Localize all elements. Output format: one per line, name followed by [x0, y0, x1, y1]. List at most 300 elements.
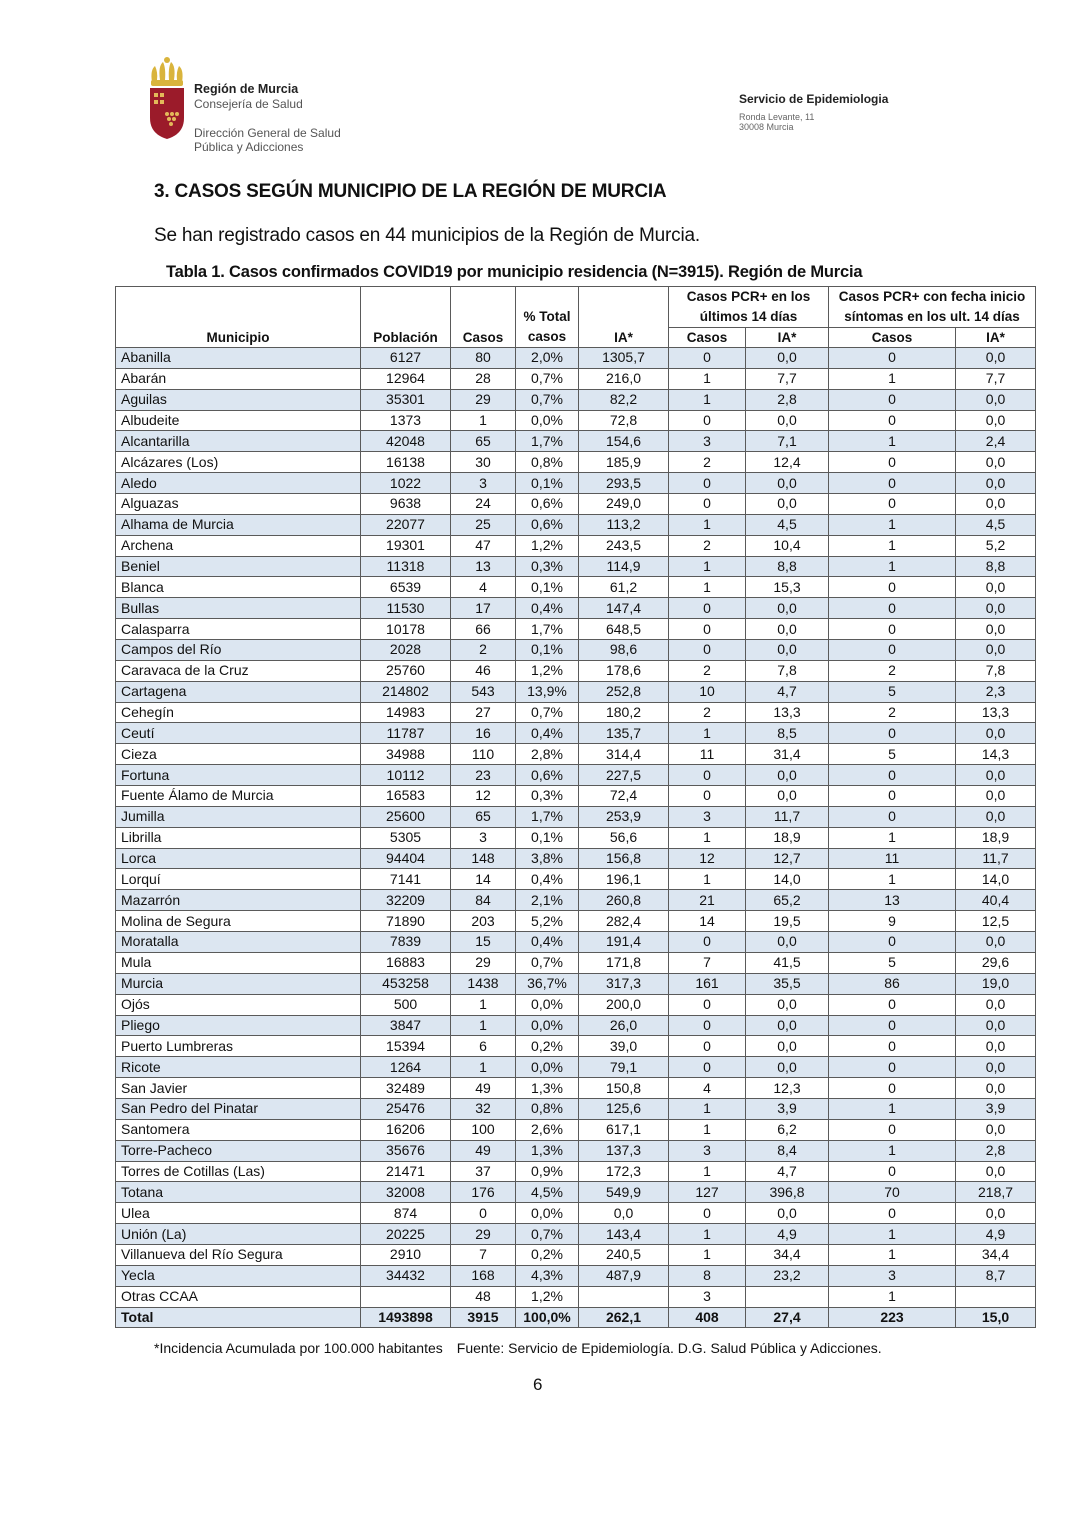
table-row	[116, 598, 1036, 619]
cell-poblacion: 6539	[361, 577, 451, 598]
cell-pcr14-casos: 0	[669, 786, 746, 807]
cell-sintomas14-casos: 0	[829, 1119, 956, 1140]
cell-sintomas14-ia: 0,0	[956, 452, 1036, 473]
cell-sintomas14-casos: 0	[829, 577, 956, 598]
table-row	[116, 723, 1036, 744]
cell-poblacion: 453258	[361, 973, 451, 994]
cell-pcr14-casos: 1	[669, 1119, 746, 1140]
cell-ia: 196,1	[579, 869, 669, 890]
cell-ia: 253,9	[579, 806, 669, 827]
table-row	[116, 848, 1036, 869]
table-row	[116, 1244, 1036, 1265]
cell-sintomas14-ia: 0,0	[956, 723, 1036, 744]
cell-pct-total: 0,3%	[516, 786, 579, 807]
cell-poblacion: 11787	[361, 723, 451, 744]
cell-pct-total: 0,7%	[516, 702, 579, 723]
cell-municipio: Cartagena	[116, 681, 361, 702]
cell-pct-total: 0,8%	[516, 452, 579, 473]
cell-municipio: Caravaca de la Cruz	[116, 660, 361, 681]
cell-casos: 543	[451, 681, 516, 702]
table-row	[116, 1265, 1036, 1286]
cell-sintomas14-casos: 0	[829, 786, 956, 807]
cell-ia: 82,2	[579, 389, 669, 410]
table-row	[116, 932, 1036, 953]
cell-sintomas14-casos: 0	[829, 410, 956, 431]
cell-municipio: Bullas	[116, 598, 361, 619]
cell-pct-total: 0,9%	[516, 1161, 579, 1182]
cell-ia	[579, 1286, 669, 1307]
cell-pcr14-ia: 396,8	[746, 1182, 829, 1203]
cell-ia: 172,3	[579, 1161, 669, 1182]
cell-casos: 27	[451, 702, 516, 723]
table-row	[116, 994, 1036, 1015]
cell-sintomas14-casos: 1	[829, 1224, 956, 1245]
cell-pct-total: 1,3%	[516, 1140, 579, 1161]
cell-sintomas14-casos: 13	[829, 890, 956, 911]
cell-municipio: Fortuna	[116, 765, 361, 786]
cell-sintomas14-ia: 0,0	[956, 577, 1036, 598]
cell-pcr14-ia: 0,0	[746, 494, 829, 515]
cell-casos: 148	[451, 848, 516, 869]
murcia-coat-of-arms-icon	[146, 56, 188, 140]
cell-sintomas14-ia: 0,0	[956, 1015, 1036, 1036]
table-row	[116, 765, 1036, 786]
cell-ia: 79,1	[579, 1057, 669, 1078]
cell-pcr14-ia: 3,9	[746, 1098, 829, 1119]
cell-municipio: San Pedro del Pinatar	[116, 1098, 361, 1119]
cell-pcr14-casos: 21	[669, 890, 746, 911]
cell-municipio: Aledo	[116, 473, 361, 494]
cell-sintomas14-ia: 11,7	[956, 848, 1036, 869]
table-row	[116, 368, 1036, 389]
cell-poblacion: 34432	[361, 1265, 451, 1286]
cell-pct-total: 0,0%	[516, 410, 579, 431]
cell-pcr14-ia: 7,8	[746, 660, 829, 681]
cell-pcr14-casos: 1	[669, 556, 746, 577]
cell-sintomas14-casos: 0	[829, 1078, 956, 1099]
cell-sintomas14-ia: 0,0	[956, 494, 1036, 515]
cell-pct-total: 0,1%	[516, 577, 579, 598]
cell-poblacion: 35676	[361, 1140, 451, 1161]
cell-pcr14-ia: 8,5	[746, 723, 829, 744]
cell-poblacion	[361, 1286, 451, 1307]
table-row	[116, 1057, 1036, 1078]
cell-casos: 168	[451, 1265, 516, 1286]
cell-ia: 72,4	[579, 786, 669, 807]
cell-pct-total: 5,2%	[516, 911, 579, 932]
cell-sintomas14-ia: 3,9	[956, 1098, 1036, 1119]
cell-pcr14-casos: 1	[669, 827, 746, 848]
cell-pcr14-ia: 0,0	[746, 1057, 829, 1078]
cell-municipio: Calasparra	[116, 619, 361, 640]
total-pcr14-ia: 27,4	[746, 1307, 829, 1328]
cell-sintomas14-casos: 1	[829, 869, 956, 890]
table-total-row	[116, 1307, 1036, 1328]
cell-casos: 1438	[451, 973, 516, 994]
cell-sintomas14-ia	[956, 1286, 1036, 1307]
table-row	[116, 1036, 1036, 1057]
cell-casos: 16	[451, 723, 516, 744]
cell-poblacion: 19301	[361, 535, 451, 556]
cell-sintomas14-ia: 218,7	[956, 1182, 1036, 1203]
cell-pcr14-ia: 0,0	[746, 640, 829, 661]
cell-sintomas14-casos: 5	[829, 952, 956, 973]
cell-ia: 260,8	[579, 890, 669, 911]
cell-sintomas14-ia: 8,7	[956, 1265, 1036, 1286]
cell-pcr14-ia: 6,2	[746, 1119, 829, 1140]
cell-pcr14-casos: 3	[669, 806, 746, 827]
cell-poblacion: 32209	[361, 890, 451, 911]
cell-poblacion: 15394	[361, 1036, 451, 1057]
cell-poblacion: 5305	[361, 827, 451, 848]
cell-casos: 1	[451, 1015, 516, 1036]
cell-casos: 84	[451, 890, 516, 911]
table-row	[116, 1078, 1036, 1099]
cell-municipio: Torre-Pacheco	[116, 1140, 361, 1161]
cell-pcr14-ia: 0,0	[746, 994, 829, 1015]
cell-pcr14-ia: 19,5	[746, 911, 829, 932]
cell-ia: 135,7	[579, 723, 669, 744]
cell-ia: 98,6	[579, 640, 669, 661]
cell-sintomas14-casos: 5	[829, 681, 956, 702]
cell-pcr14-ia: 0,0	[746, 410, 829, 431]
cell-pct-total: 1,7%	[516, 431, 579, 452]
cell-pcr14-ia: 12,3	[746, 1078, 829, 1099]
cell-pcr14-casos: 0	[669, 473, 746, 494]
cell-casos: 176	[451, 1182, 516, 1203]
cell-sintomas14-casos: 2	[829, 702, 956, 723]
cell-casos: 7	[451, 1244, 516, 1265]
cell-sintomas14-ia: 5,2	[956, 535, 1036, 556]
cell-sintomas14-ia: 4,5	[956, 514, 1036, 535]
cell-pct-total: 0,8%	[516, 1098, 579, 1119]
cell-ia: 317,3	[579, 973, 669, 994]
cell-pct-total: 0,2%	[516, 1036, 579, 1057]
cell-pcr14-casos: 0	[669, 494, 746, 515]
cell-municipio: Abanilla	[116, 348, 361, 369]
header-casos: Casos	[451, 287, 516, 348]
cell-poblacion: 21471	[361, 1161, 451, 1182]
cell-poblacion: 2910	[361, 1244, 451, 1265]
cell-poblacion: 16583	[361, 786, 451, 807]
cell-pcr14-casos: 1	[669, 1224, 746, 1245]
cell-sintomas14-casos: 3	[829, 1265, 956, 1286]
table-row	[116, 973, 1036, 994]
cell-sintomas14-ia: 0,0	[956, 1161, 1036, 1182]
cell-ia: 191,4	[579, 932, 669, 953]
header-group-symptoms-14-days: Casos PCR+ con fecha inicio síntomas en los ult. 14 días	[829, 287, 1036, 328]
table-row	[116, 514, 1036, 535]
cell-pct-total: 0,6%	[516, 765, 579, 786]
header-sintomas14-ia: IA*	[956, 328, 1036, 348]
table-row	[116, 911, 1036, 932]
cell-ia: 147,4	[579, 598, 669, 619]
table-footnote	[154, 1340, 882, 1356]
table-body	[116, 348, 1036, 1308]
cell-pct-total: 0,2%	[516, 1244, 579, 1265]
cell-ia: 171,8	[579, 952, 669, 973]
table-row	[116, 410, 1036, 431]
cell-poblacion: 1264	[361, 1057, 451, 1078]
cell-pct-total: 0,4%	[516, 869, 579, 890]
cell-pct-total: 36,7%	[516, 973, 579, 994]
cell-pcr14-ia: 0,0	[746, 1203, 829, 1224]
cell-sintomas14-casos: 0	[829, 494, 956, 515]
cell-pcr14-casos: 3	[669, 431, 746, 452]
cell-pct-total: 0,0%	[516, 1057, 579, 1078]
cell-pct-total: 0,4%	[516, 932, 579, 953]
cell-pcr14-ia: 10,4	[746, 535, 829, 556]
cell-sintomas14-casos: 0	[829, 640, 956, 661]
cell-pct-total: 0,7%	[516, 389, 579, 410]
cell-municipio: Yecla	[116, 1265, 361, 1286]
cell-municipio: Lorquí	[116, 869, 361, 890]
total-sintomas14-ia: 15,0	[956, 1307, 1036, 1328]
table-row	[116, 494, 1036, 515]
cell-sintomas14-ia: 0,0	[956, 598, 1036, 619]
cell-casos: 37	[451, 1161, 516, 1182]
cell-casos: 110	[451, 744, 516, 765]
cell-sintomas14-casos: 1	[829, 535, 956, 556]
cell-poblacion: 11530	[361, 598, 451, 619]
cell-poblacion: 25600	[361, 806, 451, 827]
cell-pcr14-ia: 4,9	[746, 1224, 829, 1245]
cell-casos: 14	[451, 869, 516, 890]
cell-sintomas14-casos: 9	[829, 911, 956, 932]
cell-municipio: San Javier	[116, 1078, 361, 1099]
cell-casos: 12	[451, 786, 516, 807]
organization-block	[194, 82, 341, 154]
cell-pcr14-casos: 127	[669, 1182, 746, 1203]
cell-pcr14-casos: 12	[669, 848, 746, 869]
cell-pcr14-casos: 1	[669, 514, 746, 535]
total-casos: 3915	[451, 1307, 516, 1328]
cell-sintomas14-casos: 0	[829, 619, 956, 640]
table-row	[116, 1182, 1036, 1203]
cell-sintomas14-casos: 1	[829, 1140, 956, 1161]
cell-casos: 100	[451, 1119, 516, 1140]
table-row	[116, 1119, 1036, 1140]
cell-sintomas14-ia: 0,0	[956, 389, 1036, 410]
cell-poblacion: 25476	[361, 1098, 451, 1119]
cell-pct-total: 2,1%	[516, 890, 579, 911]
table-caption: Tabla 1. Casos confirmados COVID19 por municipio residencia (N=3915). Región de Murcia	[166, 263, 863, 281]
cell-pct-total: 1,2%	[516, 660, 579, 681]
cell-ia: 137,3	[579, 1140, 669, 1161]
table-row	[116, 952, 1036, 973]
cell-pcr14-ia: 0,0	[746, 598, 829, 619]
cell-municipio: Cieza	[116, 744, 361, 765]
cell-municipio: Jumilla	[116, 806, 361, 827]
cell-ia: 56,6	[579, 827, 669, 848]
cell-poblacion: 25760	[361, 660, 451, 681]
cell-sintomas14-ia: 29,6	[956, 952, 1036, 973]
cell-sintomas14-casos: 1	[829, 827, 956, 848]
cell-poblacion: 7839	[361, 932, 451, 953]
table-row	[116, 1098, 1036, 1119]
cell-poblacion: 9638	[361, 494, 451, 515]
table-row	[116, 535, 1036, 556]
cell-municipio: Molina de Segura	[116, 911, 361, 932]
cell-pcr14-casos: 1	[669, 577, 746, 598]
cell-pct-total: 0,1%	[516, 827, 579, 848]
cell-ia: 200,0	[579, 994, 669, 1015]
cell-sintomas14-ia: 0,0	[956, 410, 1036, 431]
total-label: Total	[116, 1307, 361, 1328]
cell-pcr14-ia: 35,5	[746, 973, 829, 994]
cell-pct-total: 1,2%	[516, 535, 579, 556]
cell-ia: 125,6	[579, 1098, 669, 1119]
cell-sintomas14-ia: 13,3	[956, 702, 1036, 723]
table-row	[116, 681, 1036, 702]
cell-pcr14-ia: 0,0	[746, 473, 829, 494]
cell-pct-total: 1,7%	[516, 619, 579, 640]
cell-poblacion: 1373	[361, 410, 451, 431]
cell-sintomas14-ia: 0,0	[956, 994, 1036, 1015]
cell-municipio: Otras CCAA	[116, 1286, 361, 1307]
cell-pcr14-casos: 0	[669, 1036, 746, 1057]
cell-poblacion: 16883	[361, 952, 451, 973]
table-row	[116, 389, 1036, 410]
cell-ia: 293,5	[579, 473, 669, 494]
cell-pcr14-casos: 0	[669, 598, 746, 619]
cell-pct-total: 0,7%	[516, 1224, 579, 1245]
cell-sintomas14-ia: 0,0	[956, 348, 1036, 369]
cell-sintomas14-ia: 18,9	[956, 827, 1036, 848]
cell-pcr14-ia: 7,1	[746, 431, 829, 452]
cell-pct-total: 2,8%	[516, 744, 579, 765]
cell-municipio: Torres de Cotillas (Las)	[116, 1161, 361, 1182]
cell-pcr14-ia	[746, 1286, 829, 1307]
cell-casos: 32	[451, 1098, 516, 1119]
cell-poblacion: 2028	[361, 640, 451, 661]
cell-sintomas14-ia: 7,8	[956, 660, 1036, 681]
service-address	[739, 112, 888, 132]
cell-pct-total: 1,3%	[516, 1078, 579, 1099]
cell-sintomas14-casos: 1	[829, 431, 956, 452]
table-row	[116, 702, 1036, 723]
cell-pcr14-ia: 0,0	[746, 348, 829, 369]
cell-sintomas14-casos: 0	[829, 806, 956, 827]
cell-poblacion: 16206	[361, 1119, 451, 1140]
cell-pcr14-ia: 0,0	[746, 1036, 829, 1057]
org-department: Consejería de Salud	[194, 97, 303, 111]
cell-poblacion: 35301	[361, 389, 451, 410]
cell-ia: 249,0	[579, 494, 669, 515]
cell-sintomas14-casos: 11	[829, 848, 956, 869]
cell-pcr14-casos: 0	[669, 410, 746, 431]
cell-sintomas14-casos: 70	[829, 1182, 956, 1203]
cell-sintomas14-casos: 5	[829, 744, 956, 765]
cell-pcr14-ia: 4,7	[746, 681, 829, 702]
cell-pcr14-ia: 14,0	[746, 869, 829, 890]
cell-municipio: Villanueva del Río Segura	[116, 1244, 361, 1265]
cell-poblacion: 6127	[361, 348, 451, 369]
cell-pcr14-casos: 1	[669, 1161, 746, 1182]
cell-municipio: Totana	[116, 1182, 361, 1203]
header-pcr14-ia: IA*	[746, 328, 829, 348]
cell-casos: 65	[451, 806, 516, 827]
cell-sintomas14-ia: 0,0	[956, 1036, 1036, 1057]
cell-poblacion: 10178	[361, 619, 451, 640]
cell-ia: 154,6	[579, 431, 669, 452]
cell-municipio: Ojós	[116, 994, 361, 1015]
cell-poblacion: 42048	[361, 431, 451, 452]
cell-pcr14-ia: 15,3	[746, 577, 829, 598]
cell-casos: 29	[451, 389, 516, 410]
cell-casos: 65	[451, 431, 516, 452]
cell-poblacion: 14983	[361, 702, 451, 723]
cell-sintomas14-ia: 2,4	[956, 431, 1036, 452]
table-row	[116, 744, 1036, 765]
cell-pcr14-casos: 2	[669, 702, 746, 723]
cell-ia: 178,6	[579, 660, 669, 681]
cell-poblacion: 16138	[361, 452, 451, 473]
table-row	[116, 431, 1036, 452]
cell-casos: 17	[451, 598, 516, 619]
cell-sintomas14-casos: 0	[829, 1203, 956, 1224]
cell-ia: 39,0	[579, 1036, 669, 1057]
cell-ia: 113,2	[579, 514, 669, 535]
header-ia: IA*	[579, 287, 669, 348]
header-poblacion: Población	[361, 287, 451, 348]
cell-casos: 0	[451, 1203, 516, 1224]
cell-pcr14-casos: 11	[669, 744, 746, 765]
cell-sintomas14-ia: 8,8	[956, 556, 1036, 577]
cell-pct-total: 0,0%	[516, 1015, 579, 1036]
cell-sintomas14-ia: 0,0	[956, 619, 1036, 640]
cell-municipio: Ricote	[116, 1057, 361, 1078]
table-row	[116, 473, 1036, 494]
cell-municipio: Ulea	[116, 1203, 361, 1224]
table-row	[116, 577, 1036, 598]
cell-pcr14-ia: 31,4	[746, 744, 829, 765]
table-row	[116, 556, 1036, 577]
cell-pcr14-ia: 8,4	[746, 1140, 829, 1161]
cell-pcr14-ia: 7,7	[746, 368, 829, 389]
cell-sintomas14-casos: 0	[829, 389, 956, 410]
cell-sintomas14-casos: 0	[829, 1015, 956, 1036]
cell-pct-total: 1,2%	[516, 1286, 579, 1307]
org-name: Región de Murcia	[194, 82, 299, 96]
cell-ia: 314,4	[579, 744, 669, 765]
cell-ia: 549,9	[579, 1182, 669, 1203]
cell-sintomas14-casos: 0	[829, 1057, 956, 1078]
cell-ia: 180,2	[579, 702, 669, 723]
table-row	[116, 1286, 1036, 1307]
cell-pcr14-casos: 0	[669, 1015, 746, 1036]
cell-pcr14-ia: 12,4	[746, 452, 829, 473]
table-row	[116, 1140, 1036, 1161]
cell-casos: 1	[451, 1057, 516, 1078]
cell-municipio: Albudeite	[116, 410, 361, 431]
cell-sintomas14-casos: 0	[829, 765, 956, 786]
cell-sintomas14-ia: 12,5	[956, 911, 1036, 932]
cell-poblacion: 34988	[361, 744, 451, 765]
cell-pcr14-ia: 23,2	[746, 1265, 829, 1286]
cell-sintomas14-ia: 14,3	[956, 744, 1036, 765]
cell-ia: 185,9	[579, 452, 669, 473]
header-municipio: Municipio	[116, 287, 361, 348]
cell-ia: 487,9	[579, 1265, 669, 1286]
cell-pct-total: 0,6%	[516, 514, 579, 535]
cell-pcr14-ia: 0,0	[746, 1015, 829, 1036]
cell-poblacion: 22077	[361, 514, 451, 535]
letterhead	[146, 56, 926, 166]
cell-sintomas14-casos: 1	[829, 1098, 956, 1119]
cell-municipio: Alguazas	[116, 494, 361, 515]
cell-pct-total: 4,3%	[516, 1265, 579, 1286]
